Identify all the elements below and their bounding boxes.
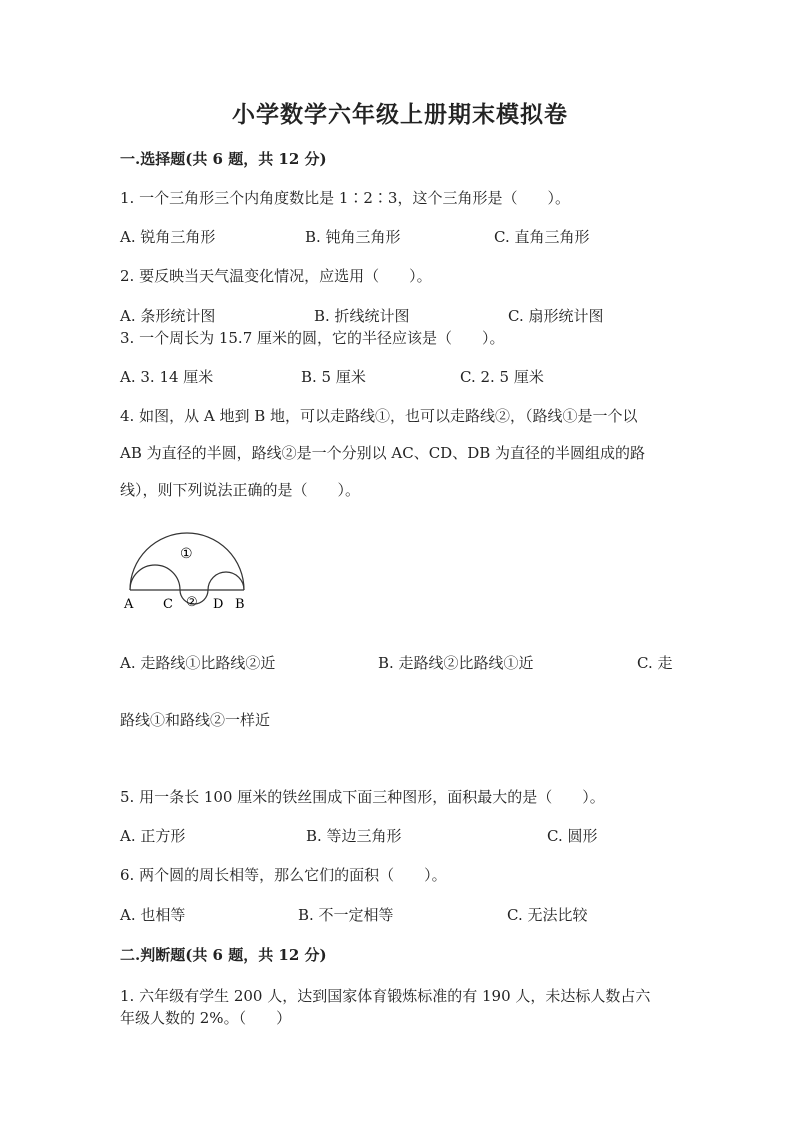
question-5: 5. 用一条长 100 厘米的铁丝围成下面三种图形，面积最大的是（ ）。: [120, 788, 605, 806]
question-3: 3. 一个周长为 15.7 厘米的圆，它的半径应该是（ ）。: [120, 329, 505, 347]
point-d-label: D: [213, 597, 224, 612]
q1-option-c: C. 直角三角形: [494, 228, 590, 246]
route-2-label: ②: [186, 595, 198, 610]
q5-option-b: B. 等边三角形: [306, 827, 402, 845]
question-4-line-3: 线），则下列说法正确的是（ ）。: [120, 481, 361, 499]
q2-option-c: C. 扇形统计图: [508, 307, 604, 325]
q2-option-a: A. 条形统计图: [120, 307, 216, 325]
q4-option-c-continuation: 路线①和路线②一样近: [120, 711, 271, 729]
point-a-label: A: [124, 597, 134, 612]
route-2-arc-db: [208, 572, 244, 590]
section-heading-judgment: 二.判断题(共 6 题，共 12 分): [120, 946, 327, 964]
point-b-label: B: [235, 597, 245, 612]
q5-option-a: A. 正方形: [120, 827, 186, 845]
q1-option-a: A. 锐角三角形: [120, 228, 216, 246]
semicircle-routes-figure: [118, 530, 258, 615]
question-4-line-2: AB 为直径的半圆，路线②是一个分别以 AC、CD、DB 为直径的半圆组成的路: [120, 444, 646, 462]
q2-option-b: B. 折线统计图: [314, 307, 410, 325]
question-1: 1. 一个三角形三个内角度数比是 1∶2∶3，这个三角形是（ ）。: [120, 189, 570, 207]
q4-option-b: B. 走路线②比路线①近: [378, 654, 534, 672]
q3-option-c: C. 2. 5 厘米: [460, 368, 544, 386]
section-heading-choice: 一.选择题(共 6 题，共 12 分): [120, 150, 327, 168]
q6-option-a: A. 也相等: [120, 906, 186, 924]
q4-option-c: C. 走: [637, 654, 673, 672]
point-c-label: C: [163, 597, 173, 612]
route-2-arc-ac: [130, 565, 180, 590]
route-1-label: ①: [180, 546, 193, 562]
question-2: 2. 要反映当天气温变化情况，应选用（ ）。: [120, 267, 432, 285]
question-4-line-1: 4. 如图，从 A 地到 B 地，可以走路线①，也可以走路线②，（路线①是一个以: [120, 407, 638, 425]
q6-option-b: B. 不一定相等: [298, 906, 394, 924]
judgment-question-1-line-1: 1. 六年级有学生 200 人，达到国家体育锻炼标准的有 190 人，未达标人数占六: [120, 987, 651, 1005]
question-6: 6. 两个圆的周长相等，那么它们的面积（ ）。: [120, 866, 447, 884]
q3-option-b: B. 5 厘米: [301, 368, 366, 386]
q3-option-a: A. 3. 14 厘米: [120, 368, 214, 386]
q5-option-c: C. 圆形: [547, 827, 598, 845]
judgment-question-1-line-2: 年级人数的 2%。（ ）: [120, 1009, 292, 1027]
q4-option-a: A. 走路线①比路线②近: [120, 654, 276, 672]
q1-option-b: B. 钝角三角形: [305, 228, 401, 246]
q6-option-c: C. 无法比较: [507, 906, 588, 924]
page-title: 小学数学六年级上册期末模拟卷: [232, 101, 568, 128]
